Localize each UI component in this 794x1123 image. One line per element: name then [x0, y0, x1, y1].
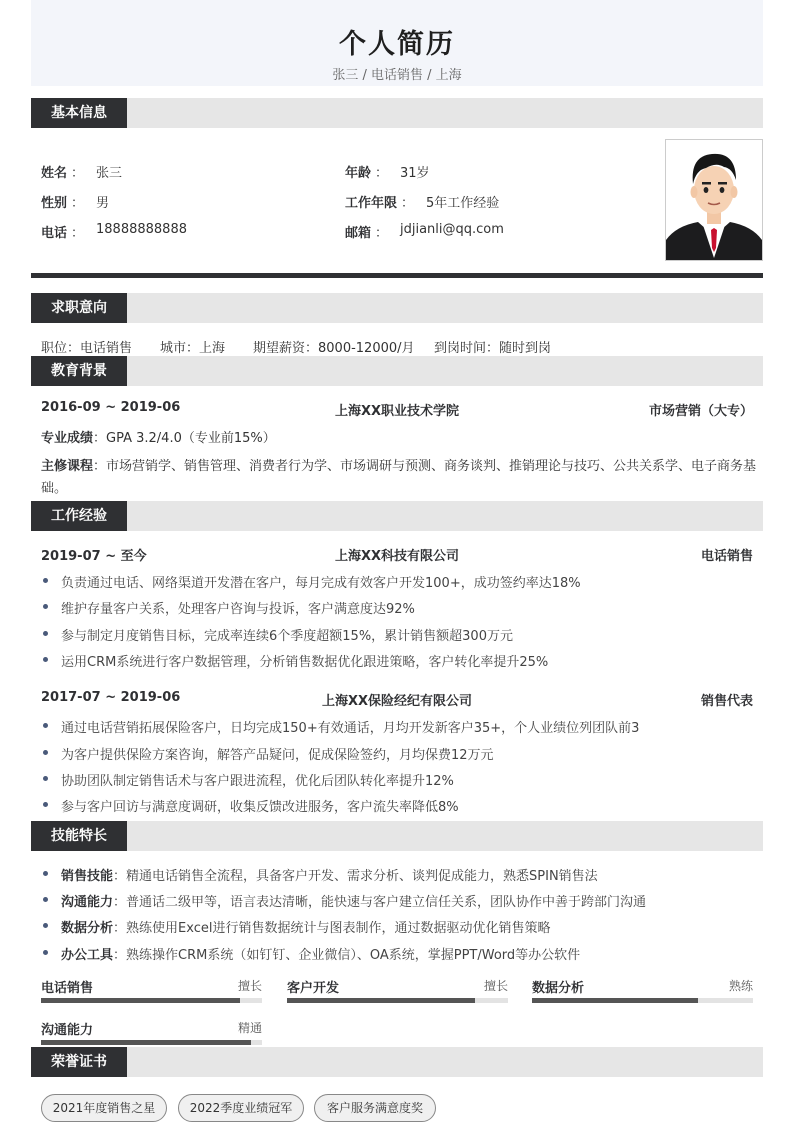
skill-bar-fill	[41, 998, 240, 1003]
age-colon: ：	[375, 166, 389, 181]
work-company: 上海XX保险经纪有限公司	[321, 694, 473, 709]
course-label: 主修课程	[41, 459, 94, 474]
education-grade	[41, 427, 276, 446]
award-badge: 客户服务满意度奖	[314, 1094, 436, 1122]
bullet-icon	[43, 657, 48, 662]
section-basic-info	[31, 98, 763, 128]
gender-value: 男	[96, 196, 110, 211]
section-awards	[31, 1047, 763, 1077]
section-education	[31, 356, 763, 386]
work-period: 2019-07 ~ 至今	[41, 549, 147, 564]
bullet-icon	[43, 897, 48, 902]
skill-bar-fill	[287, 998, 475, 1003]
bullet-icon	[43, 802, 48, 807]
years-label: 工作年限	[345, 196, 398, 211]
phone-colon: ：	[71, 226, 85, 241]
grade-value: ：GPA 3.2/4.0（专业前15%）	[93, 431, 276, 446]
work-role: 销售代表	[700, 694, 753, 709]
section-work	[31, 501, 763, 531]
section-skills	[31, 821, 763, 851]
bullet-icon	[43, 723, 48, 728]
course-value: ：市场营销学、销售管理、消费者行为学、市场调研与预测、商务谈判、推销理论与技巧、公共关系学、电子商务基	[93, 459, 757, 474]
gender-colon: ：	[71, 196, 85, 211]
email-value: jdjianli@qq.com	[400, 222, 504, 237]
bullet-icon	[43, 631, 48, 636]
bullet-icon	[43, 604, 48, 609]
section-label: 技能特长	[31, 821, 127, 851]
section-label: 基本信息	[31, 98, 127, 128]
skill-bar: 电话销售 擅长	[41, 977, 262, 1009]
education-course	[41, 455, 756, 474]
bullet-icon	[43, 776, 48, 781]
skill-bar-fill	[41, 1040, 251, 1045]
education-course-cont: 础。	[41, 481, 68, 496]
bullet-icon	[43, 578, 48, 583]
education-period: 2016-09 ~ 2019-06	[41, 400, 181, 415]
award-badge: 2021年度销售之星	[41, 1094, 167, 1122]
award-badge: 2022季度业绩冠军	[178, 1094, 304, 1122]
avatar	[665, 139, 763, 261]
resume-header	[31, 0, 763, 86]
section-label: 工作经验	[31, 501, 127, 531]
intent-position: 职位：电话销售	[41, 341, 133, 356]
gender-label: 性别	[41, 196, 68, 211]
education-major: 市场营销（大专）	[648, 404, 753, 419]
page-title: 个人简历	[339, 29, 455, 60]
grade-label: 专业成绩	[41, 431, 94, 446]
section-label: 求职意向	[31, 293, 127, 323]
work-company: 上海XX科技有限公司	[334, 549, 460, 564]
avatar-photo-icon	[666, 140, 762, 260]
section-label: 荣誉证书	[31, 1047, 127, 1077]
age-value: 31岁	[400, 166, 430, 181]
resume-page: 个人简历 张三 / 电话销售 / 上海 基本信息 姓名 ： 张三 年龄 ： 31岁 性别 ： 男 工作年限 ： 5年工作经验 电话 ： 18888888888 邮箱 ： jdjianli@qq.com 求职意向 职位：电话销售 城市：上海 期望薪资：8000-12000/月 到岗时间：随时到岗 教育背景 2016-09 ~ 2019-06 上海XX职业技术学院 市场营销（大专） 专业成绩：GPA 3.2/4.0（专业前15%） 主修课程：市场营销学、销售管理、消费者行为学、市场调研与预测、商务谈判、推销理论与技巧、公共关系学、电子商务基 础。 工作经验 2019-07 ~ 至今 上海XX科技有限公司 电话销售 负责通过电话、网络渠道开发潜在客户，每月完成有效客户开发100+，成功签约率达18% 维护存量客户关系，处理客户咨询与投诉，客户满意度达92% 参与制定月度销售目标，完成率连续6个季度超额15%，累计销售额超300万元 运用CRM系统进行客户数据管理，分析销售数据优化跟进策略，客户转化率提升25% 2017-07 ~ 2019-06 上海XX保险经纪有限公司 销售代表 通过电话营销拓展保险客户，日均完成150+有效通话，月均开发新客户35+，个人业绩位列团队前3 为客户提供保险方案咨询，解答产品疑问，促成保险签约，月均保费12万元 协助团队制定销售话术与客户跟进流程，优化后团队转化率提升12% 参与客户回访与满意度调研，收集反馈改进服务，客户流失率降低8% 技能特长 销售技能：精通电话销售全流程，具备客户开发、需求分析、谈判促成能力，熟悉SPIN销售法 沟通能力：普通话二级甲等，语言表达清晰，能快速与客户建立信任关系，团队协作中善于跨部门沟通 数据分析：熟练使用Excel进行销售数据统计与图表制作，通过数据驱动优化销售策略 办公工具：熟练操作CRM系统（如钉钉、企业微信）、OA系统，掌握PPT/Word等办公软件 电话销售 擅长 客户开发 擅长 数据分析 熟练 沟通能力 精通 荣誉证书 2021年度销售之星 2022季度业绩冠军 客户服务满意度奖	[31, 0, 763, 1123]
education-row	[41, 400, 753, 418]
intent-salary: 期望薪资：8000-12000/月	[253, 341, 415, 356]
skill-bar-fill	[532, 998, 698, 1003]
bullet-icon	[43, 750, 48, 755]
education-school: 上海XX职业技术学院	[334, 404, 460, 419]
bullet-icon	[43, 923, 48, 928]
work-period: 2017-07 ~ 2019-06	[41, 690, 181, 705]
name-value: 张三	[96, 166, 123, 181]
bullet-icon	[43, 950, 48, 955]
age-label: 年龄	[345, 166, 372, 181]
phone-label: 电话	[41, 226, 68, 241]
page-subtitle: 张三 / 电话销售 / 上海	[332, 68, 462, 83]
name-label: 姓名	[41, 166, 68, 181]
work-row	[41, 690, 753, 708]
intent-arrival: 到岗时间：随时到岗	[434, 341, 552, 356]
email-colon: ：	[375, 226, 389, 241]
phone-value: 18888888888	[96, 222, 187, 237]
work-role: 电话销售	[700, 549, 753, 564]
email-label: 邮箱	[345, 226, 372, 241]
years-value: 5年工作经验	[426, 196, 500, 211]
section-job-intent	[31, 293, 763, 323]
name-colon: ：	[71, 166, 85, 181]
skill-bar: 数据分析 熟练	[532, 977, 753, 1009]
work-row	[41, 545, 753, 563]
skill-bar: 沟通能力 精通	[41, 1019, 262, 1051]
divider	[31, 273, 763, 278]
skill-bar: 客户开发 擅长	[287, 977, 508, 1009]
bullet-icon	[43, 871, 48, 876]
section-label: 教育背景	[31, 356, 127, 386]
years-colon: ：	[401, 196, 415, 211]
intent-city: 城市：上海	[160, 341, 226, 356]
